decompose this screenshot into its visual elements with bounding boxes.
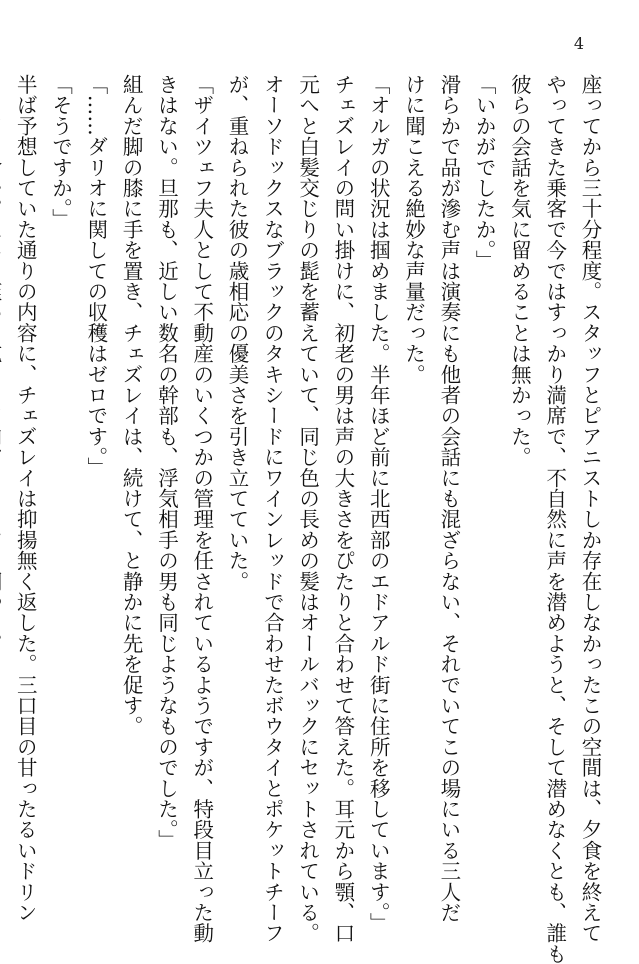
text-line: 彼らの会話を気に留めることは無かった。 bbox=[507, 74, 532, 468]
text-line: 「そうですか。」 bbox=[48, 74, 73, 230]
text-line: 「オルガの状況は掴めました。半年ほど前に北西部のエドアルド街に住所を移しています。」 bbox=[366, 74, 391, 934]
text-line: 組んだ脚の膝に手を置き、チェズレイは、続けて、と静かに先を促す。 bbox=[119, 74, 144, 737]
text-line: 座ってから三十分程度。スタッフとピアニストしか存在しなかったこの空間は、夕食を終えて bbox=[578, 74, 602, 944]
text-line: 「ザイツェフ夫人として不動産のいくつかの管理を任されているようですが、特段目立った動 bbox=[189, 74, 214, 944]
text-line: 「いかがでしたか。」 bbox=[472, 74, 497, 271]
text-line: 滑らかで品が滲む声は演奏にも他者の会話にも混ざらない、それでいてこの場にいる三人だ bbox=[436, 74, 461, 923]
text-line: 「……ダリオに関しての収穫はゼロです。」 bbox=[83, 74, 108, 478]
text-line: 半ば予想していた通りの内容に、チェズレイは抑揚無く返した。三口目の甘ったるいドリン bbox=[13, 74, 38, 923]
body-text bbox=[0, 74, 607, 964]
text-line: けに聞こえる絶妙な声量だった。 bbox=[401, 74, 426, 385]
text-line: きはない。旦那も、近しい数名の幹部も、浮気相手の男も同じようなものでした。」 bbox=[154, 74, 179, 851]
text-line bbox=[0, 74, 7, 864]
text-line: オーソドックスなブラックのタキシードにワインレッドで合わせたボウタイとポケットチーフ bbox=[260, 74, 285, 944]
text-line: チェズレイの問い掛けに、初老の男は声の大きさをぴたりと合わせて答えた。耳元から顎、口 bbox=[330, 74, 355, 944]
page-number: 4 bbox=[573, 34, 585, 53]
text-line: やってきた乗客で今ではすっかり満席で、不自然に声を潜めようと、そして潜めなくとも、誰も bbox=[542, 74, 567, 964]
text-line: が、重ねられた彼の歳相応の優美さを引き立てていた。 bbox=[225, 74, 250, 592]
text-line: 元へと白髪交じりの髭を蓄えていて、同じ色の長めの髪はオールバックにセットされている。 bbox=[295, 74, 320, 944]
